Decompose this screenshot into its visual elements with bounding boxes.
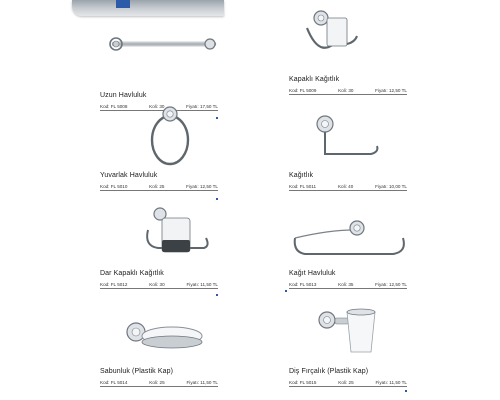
product-box-qty: Koli: 30	[149, 104, 165, 109]
product-meta	[100, 380, 218, 385]
product-code: Kod: FL 5012	[100, 282, 128, 287]
product-price: Fiyatı: 12,50 TL	[375, 88, 407, 93]
product-meta	[289, 380, 407, 385]
product-code: Kod: FL 5011	[289, 184, 317, 189]
product-card[interactable]	[289, 298, 500, 394]
product-price: Fiyatı: 12,50 TL	[375, 282, 407, 287]
product-box-qty: Koli: 25	[149, 184, 165, 189]
divider	[289, 94, 407, 95]
product-name: Kapaklı Kağıtlık	[289, 76, 340, 83]
covered-paper-holder-icon	[269, 8, 399, 76]
product-name: Dar Kapaklı Kağıtlık	[100, 270, 164, 277]
product-meta	[100, 184, 218, 189]
divider	[100, 386, 218, 387]
product-code: Kod: FL 5010	[100, 184, 128, 189]
product-code: Kod: FL 5008	[100, 104, 128, 109]
product-box-qty: Koli: 40	[337, 184, 354, 189]
narrow-covered-paper-holder-icon	[100, 200, 230, 268]
product-meta	[289, 88, 407, 93]
product-meta	[289, 184, 407, 189]
divider	[289, 288, 407, 289]
brand-accent-block	[116, 0, 130, 8]
product-price: Fiyatı: 11,50 TL	[186, 282, 218, 287]
product-card[interactable]	[100, 298, 320, 394]
product-card[interactable]	[289, 102, 500, 198]
product-box-qty: Koli: 30	[149, 282, 165, 287]
product-price: Fiyatı: 17,50 TL	[186, 104, 218, 109]
product-box-qty: Koli: 35	[338, 282, 354, 287]
paper-towel-holder-icon	[289, 200, 419, 268]
towel-ring-icon	[100, 102, 230, 170]
product-card[interactable]	[289, 8, 500, 104]
product-name: Sabunluk (Plastik Kap)	[100, 368, 174, 375]
divider	[100, 288, 218, 289]
product-price: Fiyatı: 11,50 TL	[186, 380, 218, 385]
product-meta	[100, 282, 218, 287]
product-name: Yuvarlak Havluluk	[100, 172, 158, 179]
product-name: Kağıt Havluluk	[289, 270, 336, 277]
product-code: Kod: FL 5013	[289, 282, 317, 287]
accent-dot	[216, 294, 218, 296]
product-price: Fiyatı: 12,50 TL	[186, 184, 218, 189]
product-box-qty: Koli: 25	[149, 380, 165, 385]
accent-dot	[285, 290, 287, 292]
catalog-header-tab	[72, 0, 224, 16]
product-name: Kağıtlık	[289, 172, 314, 179]
product-meta	[289, 282, 407, 287]
product-box-qty: Koli: 30	[338, 88, 354, 93]
divider	[289, 386, 407, 387]
divider	[100, 190, 218, 191]
product-card[interactable]	[100, 200, 320, 296]
product-code: Kod: FL 5009	[289, 88, 317, 93]
product-price: Fiyatı: 10,00 TL	[375, 184, 407, 189]
accent-dot	[405, 390, 407, 392]
product-price: Fiyatı: 11,50 TL	[375, 380, 407, 385]
toothbrush-holder-icon	[289, 298, 419, 366]
product-name: Uzun Havluluk	[100, 92, 147, 99]
paper-holder-icon	[279, 102, 409, 170]
product-code: Kod: FL 5014	[100, 380, 128, 385]
soap-dish-icon	[100, 298, 230, 366]
product-code: Kod: FL 5015	[289, 380, 317, 385]
divider	[289, 190, 407, 191]
product-name: Diş Fırçalık (Plastik Kap)	[289, 368, 369, 375]
long-towel-bar-icon	[100, 22, 230, 90]
product-card[interactable]	[289, 200, 500, 296]
product-box-qty: Koli: 25	[338, 380, 354, 385]
